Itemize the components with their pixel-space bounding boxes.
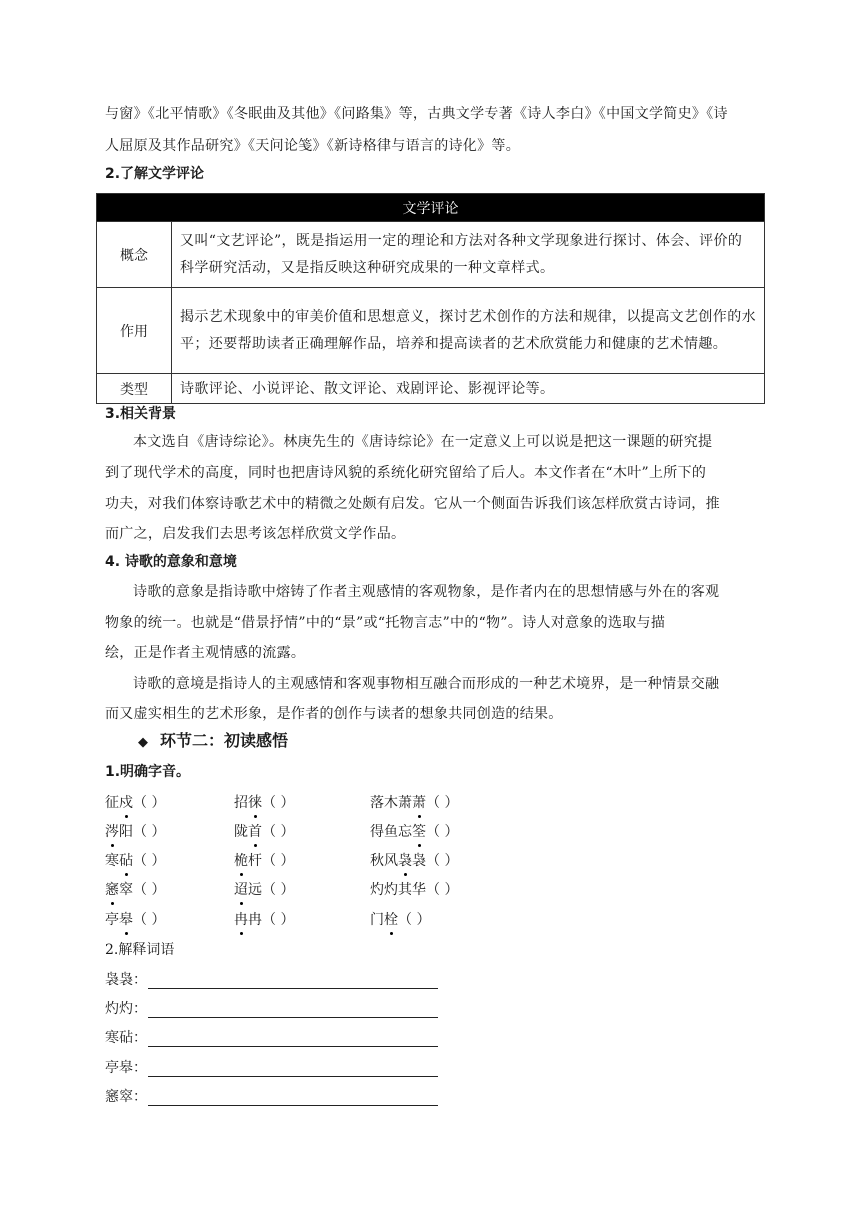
section-heading-first-reading (138, 730, 288, 754)
row-text-concept: 又叫“文艺评论”，既是指运用一定的理论和方法对各种文学现象进行探讨、体会、评价的科学研究活动，又是指反映这种研究成果的一种文章样式。 (172, 222, 765, 288)
intro-line-2: 人屈原及其作品研究》《天问论笺》《新诗格律与语言的诗化》等。 (105, 138, 520, 154)
explain-item (105, 970, 147, 990)
pinyin-target-char: 袅 (398, 853, 412, 869)
pinyin-item (105, 851, 165, 871)
pinyin-target-char: 砧 (119, 853, 133, 869)
pinyin-item (234, 793, 294, 813)
pinyin-word-pre: 陇 (234, 824, 248, 840)
row-label-concept: 概念 (97, 222, 172, 288)
intro-line-1: 与窗》《北平情歌》《冬眠曲及其他》《问路集》等，古典文学专著《诗人李白》《中国文学简史》《诗 (105, 106, 728, 122)
pinyin-word-post: 远（ ） (248, 882, 295, 898)
pinyin-word-pre: 亭 (105, 912, 119, 928)
pinyin-word-post: （ ） (262, 824, 295, 840)
answer-blank-line[interactable] (148, 988, 438, 989)
pinyin-heading: 1.明确字音。 (105, 764, 191, 780)
imagery-para2-line-1: 诗歌的意境是指诗人的主观感情和客观事物相互融合而形成的一种艺术境界，是一种情景交融 (133, 676, 720, 692)
answer-blank-line[interactable] (148, 1046, 438, 1047)
explain-item (105, 1087, 147, 1107)
pinyin-word-post: （ ） (426, 824, 459, 840)
pinyin-item (370, 910, 430, 930)
pinyin-word-post: （ ） (133, 912, 166, 928)
pinyin-word-post: 窣（ ） (119, 882, 166, 898)
pinyin-word-post: （ ） (133, 795, 166, 811)
background-line-1: 本文选自《唐诗综论》。林庚先生的《唐诗综论》在一定意义上可以说是把这一课题的研究提 (133, 434, 713, 450)
pinyin-word-pre: 秋风 (370, 853, 398, 869)
section-heading-imagery: 4. 诗歌的意象和意境 (105, 554, 237, 570)
explain-item (105, 1058, 147, 1078)
pinyin-word-pre: 征 (105, 795, 119, 811)
explain-term: 寒砧： (105, 1030, 147, 1046)
pinyin-target-char: 桅 (234, 853, 248, 869)
row-label-function: 作用 (97, 288, 172, 374)
pinyin-item (370, 880, 458, 900)
pinyin-item (370, 793, 458, 813)
section-heading-literary-criticism: 2.了解文学评论 (105, 166, 205, 182)
imagery-para1-line-1: 诗歌的意象是指诗歌中熔铸了作者主观感情的客观物象，是作者内在的思想情感与外在的客观 (133, 584, 720, 600)
row-text-function: 揭示艺术现象中的审美价值和思想意义，探讨艺术创作的方法和规律，以提高文艺创作的水平；还要帮助读者正确理解作品，培养和提高读者的艺术欣赏能力和健康的艺术情趣。 (172, 288, 765, 374)
pinyin-word-pre: 寒 (105, 853, 119, 869)
pinyin-word-post: （ ） (398, 912, 431, 928)
pinyin-item (370, 851, 458, 871)
explain-term: 亭皋： (105, 1060, 147, 1076)
pinyin-word-pre: 得鱼忘 (370, 824, 412, 840)
pinyin-word-post: （ ） (426, 795, 459, 811)
explain-term: 窸窣： (105, 1089, 147, 1105)
pinyin-word-pre: 招 (234, 795, 248, 811)
imagery-para1-line-2: 物象的统一。也就是“借景抒情”中的“景”或“托物言志”中的“物”。诗人对意象的选取与描 (105, 615, 666, 631)
row-label-types: 类型 (97, 374, 172, 404)
pinyin-item (234, 822, 294, 842)
pinyin-item (234, 880, 294, 900)
pinyin-word-post: （ ） (262, 795, 295, 811)
literary-criticism-table (96, 193, 765, 404)
pinyin-word-post: （ ） (133, 853, 166, 869)
imagery-para2-line-2: 而又虚实相生的艺术形象，是作者的创作与读者的想象共同创造的结果。 (105, 706, 563, 722)
explain-term: 灼灼： (105, 1001, 147, 1017)
background-line-4: 而广之，启发我们去思考该怎样欣赏文学作品。 (105, 526, 406, 542)
section-heading-background: 3.相关背景 (105, 406, 177, 422)
answer-blank-line[interactable] (148, 1017, 438, 1018)
pinyin-target-char: 首 (248, 824, 262, 840)
pinyin-word-post: （ ） (426, 882, 459, 898)
explain-item (105, 999, 147, 1019)
pinyin-target-char: 迢 (234, 882, 248, 898)
pinyin-target-char: 涔 (105, 824, 119, 840)
pinyin-item (234, 910, 294, 930)
first-reading-title: 环节二：初读感悟 (160, 731, 289, 750)
pinyin-target-char: 冉 (234, 912, 248, 928)
pinyin-target-char: 皋 (119, 912, 133, 928)
table-title: 文学评论 (97, 194, 765, 222)
pinyin-item (370, 822, 458, 842)
diamond-bullet-icon: ◆ (138, 735, 148, 750)
pinyin-target-char: 徕 (248, 795, 262, 811)
pinyin-word-pre: 落木萧 (370, 795, 412, 811)
pinyin-word-pre: 灼灼其华 (370, 882, 426, 898)
background-line-3: 功夫，对我们体察诗歌艺术中的精微之处颇有启发。它从一个侧面告诉我们该怎样欣赏古诗词，推 (105, 496, 720, 512)
pinyin-word-post: 袅（ ） (412, 853, 459, 869)
pinyin-item (105, 910, 165, 930)
pinyin-word-post: 阳（ ） (119, 824, 166, 840)
imagery-para1-line-3: 绘，正是作者主观情感的流露。 (105, 645, 306, 661)
answer-blank-line[interactable] (148, 1076, 438, 1077)
pinyin-word-post: 冉（ ） (248, 912, 295, 928)
pinyin-item (105, 822, 165, 842)
row-text-types: 诗歌评论、小说评论、散文评论、戏剧评论、影视评论等。 (172, 374, 765, 404)
pinyin-item (105, 793, 165, 813)
pinyin-target-char: 戍 (119, 795, 133, 811)
pinyin-target-char: 窸 (105, 882, 119, 898)
pinyin-item (234, 851, 294, 871)
pinyin-item (105, 880, 165, 900)
pinyin-target-char: 栓 (384, 912, 398, 928)
pinyin-target-char: 萧 (412, 795, 426, 811)
pinyin-target-char: 筌 (412, 824, 426, 840)
background-line-2: 到了现代学术的高度，同时也把唐诗风貌的系统化研究留给了后人。本文作者在“木叶”上所下的 (105, 465, 707, 481)
explain-item (105, 1028, 147, 1048)
pinyin-word-pre: 门 (370, 912, 384, 928)
pinyin-word-post: 杆（ ） (248, 853, 295, 869)
explain-heading: 2.解释词语 (105, 942, 175, 958)
explain-term: 袅袅： (105, 972, 147, 988)
answer-blank-line[interactable] (148, 1105, 438, 1106)
